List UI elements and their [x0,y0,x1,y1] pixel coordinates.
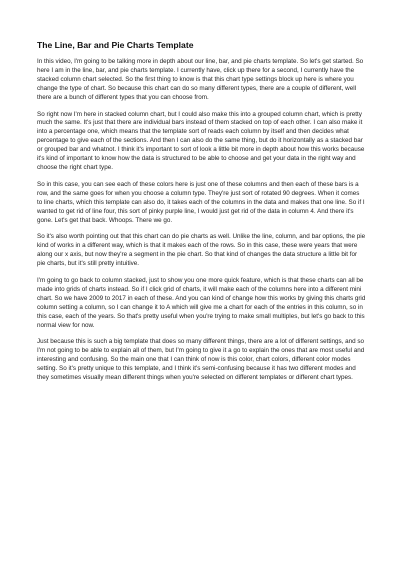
paragraph: I'm going to go back to column stacked, just to show you one more quick feature, which is that these charts can all be made into grids of charts instead. So if I click grid of charts, it will make each of the columns here into a different mini chart. So we have 2009 to 2017 in each of these. And you can kind of change how this works by giving this charts grid column setting a column, so I can change it to A which will give me a chart for each of the entries in this column, so in this case, each of the years. So that's pretty useful when you're trying to make small multiples, but let's go back to this normal view for now. [37,277,366,329]
paragraph: In this video, I'm going to be talking more in depth about our line, bar, and pie charts template. So let's get started. So here I am in the line, bar, and pie charts template. I currently have, click up there for a second, I currently have the stacked column chart selected. So the first thing to know is that this chart type settings block up here is where you change the type of chart. So because this chart can do so many different types, there are a couple of different, well there are a bunch of different types that you can choose from. [37,58,364,101]
paragraph: So in this case, you can see each of these colors here is just one of these columns and then each of these bars is a row, and the same goes for when you choose a column type. They're just sort of rotated 90 degrees. When it comes to line charts, which this template can also do, it takes each of the columns in the data and makes that one line. So if I wanted to get rid of line four, this sort of pinky purple line, I would just get rid of the data in column 4. And there it's gone. Let's get that back. Whoops. There we go. [37,180,365,224]
paragraph: So right now I'm here in stacked column chart, but I could also make this into a grouped column chart, which is pretty much the same. It's just that there are individual bars instead of them stacked on top of each other. I can also make it into a percentage one, which means that the template sort of reads each column by itself and then decides what percentage to give each of the sections. And then I can also do the same thing, but do it horizontally as a stacked bar or grouped bar and whatnot. I think it's important to sort of look a little bit more in depth about how this works because it's kind of important to know how the data is structured to be able to choose and get your data in the right way and choose the right chart type. [37,110,365,171]
paragraph: Just because this is such a big template that does so many different things, there are a lot of different settings, and so I'm not going to be able to explain all of them, but I'm going to give it a go to explain the ones that are most useful and interesting and confusing. So the main one that I can think of now is this color, chart colors, different color modes setting. So it's pretty unique to this template, and I think it's semi-confusing because it has two different modes and they sometimes visually mean different things when you're selected on different templates or different chart types. [37,338,365,382]
document-title: The Line, Bar and Pie Charts Template [37,40,194,50]
paragraph: So it's also worth pointing out that this chart can do pie charts as well. Unlike the line, column, and bar options, the pie kind of works in a different way, which is that it makes each of the rows. So in this case, these were years that were along our x axis, but now they're a segment in the pie chart. So that kind of changes the data structure a little bit for pie charts, but it's still pretty intuitive. [37,233,366,268]
